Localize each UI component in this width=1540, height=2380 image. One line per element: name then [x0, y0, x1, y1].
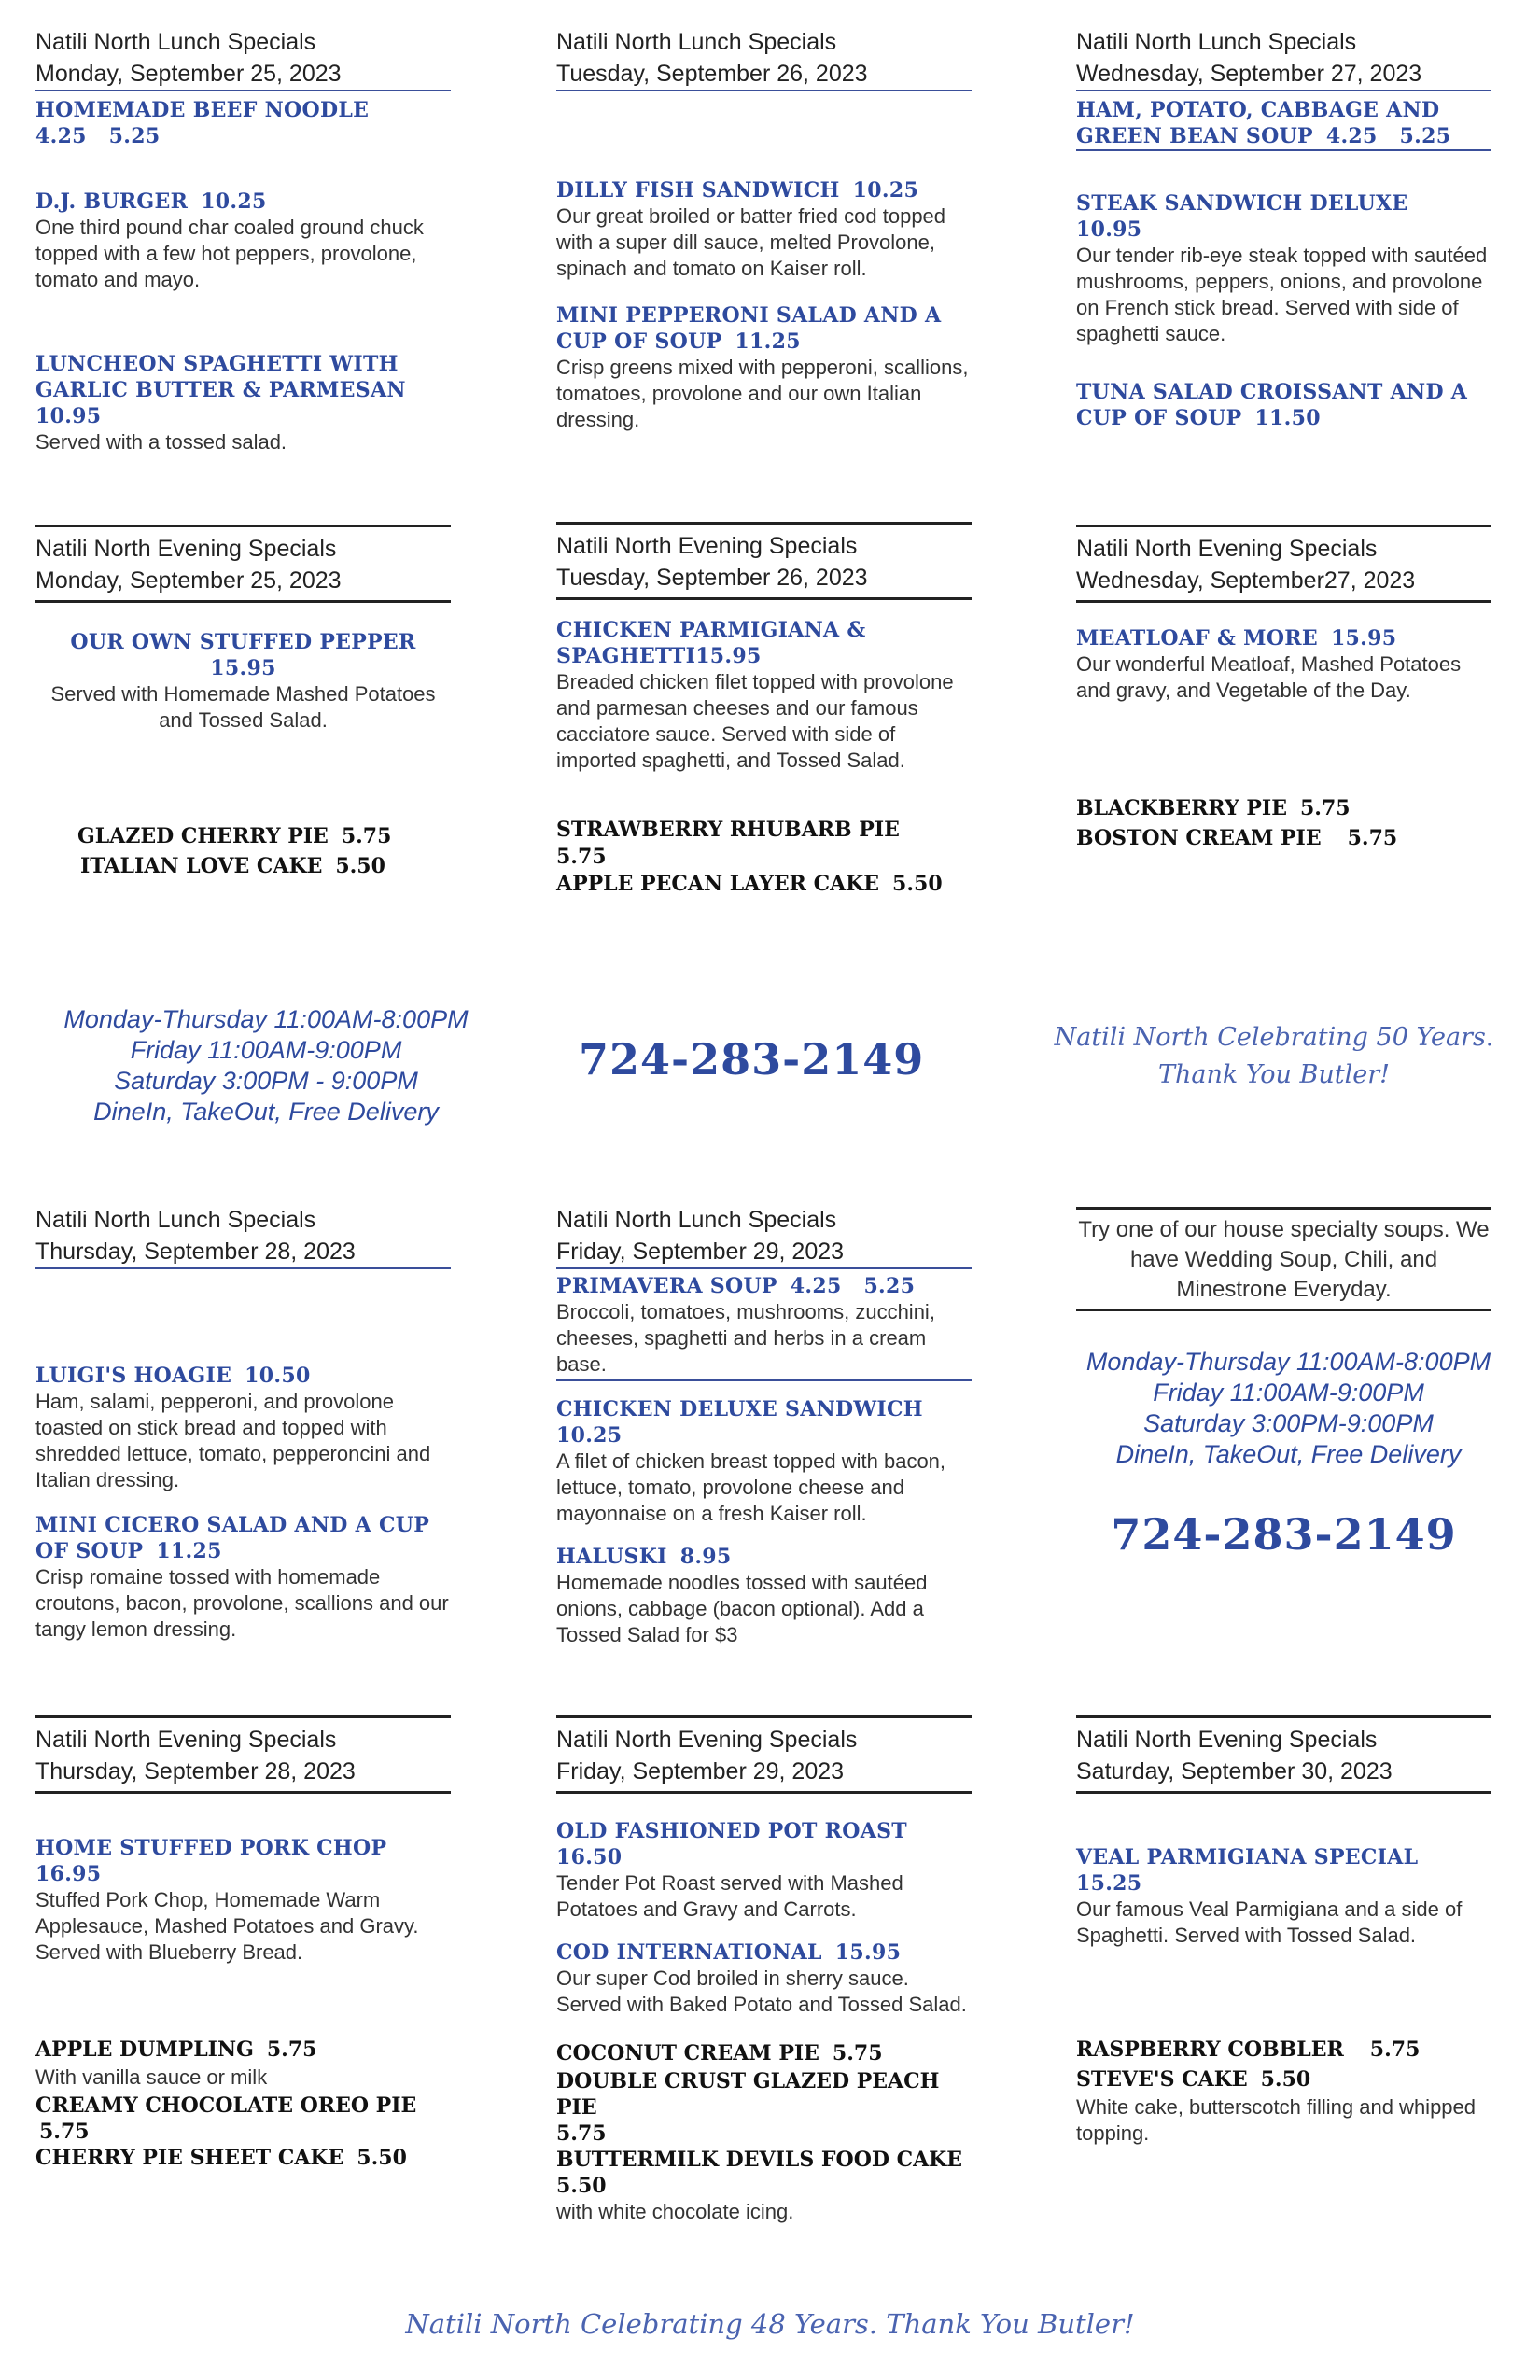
- menu-item-price: 15.25: [1076, 1871, 1142, 1896]
- tue-lunch-header: [556, 26, 972, 91]
- soup-name: PRIMAVERA SOUP 4.25 5.25: [556, 1274, 916, 1298]
- celebration-line: Thank You Butler!: [1158, 1060, 1390, 1089]
- menu-item-desc: Our super Cod broiled in sherry sauce. Served with Baked Potato and Tossed Salad.: [556, 1967, 967, 2016]
- house-soups-section: [1076, 1207, 1491, 1560]
- menu-item-desc: Our great broiled or batter fried cod topped with a super dill sauce, melted Provolone, spinach and tomato on Kaiser roll.: [556, 204, 946, 280]
- section-title: Natili North Lunch Specials: [35, 1207, 316, 1233]
- dessert-item: APPLE PECAN LAYER CAKE 5.50: [556, 872, 943, 896]
- section-date: Friday, September 29, 2023: [556, 1758, 845, 1785]
- fri-lunch-section: [556, 1204, 972, 1648]
- menu-item-desc: Our famous Veal Parmigiana and a side of Spaghetti. Served with Tossed Salad.: [1076, 1897, 1463, 1947]
- section-title: Natili North Lunch Specials: [556, 1207, 837, 1233]
- menu-item-desc: A filet of chicken breast topped with bacon, lettuce, tomato, provolone cheese and mayonnaise on a fresh Kaiser roll.: [556, 1449, 946, 1525]
- phone-number[interactable]: 724-283-2149: [579, 1034, 925, 1085]
- section-date: Thursday, September 28, 2023: [35, 1758, 356, 1785]
- menu-item-name: OUR OWN STUFFED PEPPER: [70, 630, 416, 654]
- thu-lunch-section: [35, 1204, 451, 1643]
- dessert-item: STEVE'S CAKE 5.50: [1076, 2067, 1311, 2092]
- menu-item-name: HOME STUFFED PORK CHOP: [35, 1836, 387, 1860]
- mon-evening-section: [35, 525, 451, 881]
- tue-evening-header: [556, 522, 972, 600]
- section-title: Natili North Lunch Specials: [35, 29, 316, 55]
- fri-evening-header: [556, 1715, 972, 1794]
- menu-item-desc: Served with a tossed salad.: [35, 430, 287, 454]
- menu-item-name: TUNA SALAD CROISSANT AND A CUP OF SOUP 11.50: [1076, 380, 1468, 430]
- dessert-item: CHERRY PIE SHEET CAKE 5.50: [35, 2146, 407, 2170]
- menu-item-desc: Served with Homemade Mashed Potatoes and Tossed Salad.: [50, 682, 436, 732]
- menu-item-price: 10.95: [1076, 217, 1142, 242]
- menu-item-name: MINI CICERO SALAD AND A CUP OF SOUP 11.25: [35, 1513, 430, 1563]
- soup-block: [1076, 97, 1491, 151]
- section-date: Monday, September 25, 2023: [35, 567, 342, 594]
- menu-item-desc: Our tender rib-eye steak topped with sautéed mushrooms, peppers, onions, and provolone on French stick bread. Served with side of spaghetti sauce.: [1076, 244, 1488, 345]
- thu-lunch-header: [35, 1204, 451, 1269]
- wed-lunch-header: [1076, 26, 1491, 91]
- tue-lunch-section: [556, 26, 972, 433]
- fri-evening-section: [556, 1715, 972, 2225]
- hours-block: [28, 1004, 504, 1127]
- menu-item-price: 10.25: [556, 1423, 623, 1448]
- section-date: Tuesday, September 26, 2023: [556, 61, 868, 87]
- hours-line: Friday 11:00AM-9:00PM: [1153, 1379, 1424, 1407]
- menu-item-desc: Crisp romaine tossed with homemade croutons, bacon, provolone, scallions and our tangy lemon dressing.: [35, 1565, 449, 1641]
- section-title: Natili North Evening Specials: [556, 533, 858, 559]
- celebration-line: Natili North Celebrating 50 Years.: [1054, 1023, 1494, 1052]
- menu-item-name: MINI PEPPERONI SALAD AND A CUP OF SOUP 11.25: [556, 303, 942, 354]
- dessert-item: GLAZED CHERRY PIE 5.75: [77, 824, 392, 848]
- section-date: Wednesday, September27, 2023: [1076, 567, 1416, 594]
- soup-name: HAM, POTATO, CABBAGE AND GREEN BEAN SOUP 4.25 5.25: [1076, 98, 1451, 148]
- soup-prices: 4.25 5.25: [35, 124, 161, 148]
- menu-item-name: VEAL PARMIGIANA SPECIAL: [1076, 1845, 1419, 1869]
- soup-desc: Broccoli, tomatoes, mushrooms, zucchini, cheeses, spaghetti and herbs in a cream base.: [556, 1300, 935, 1376]
- dessert-price: 5.50: [556, 2174, 607, 2198]
- menu-item-name: STEAK SANDWICH DELUXE: [1076, 191, 1408, 216]
- menu-item-name: HALUSKI 8.95: [556, 1545, 732, 1569]
- hours-line: DineIn, TakeOut, Free Delivery: [93, 1098, 439, 1126]
- dessert-item: RASPBERRY COBBLER 5.75: [1076, 2037, 1421, 2062]
- menu-item-desc: One third pound char coaled ground chuck topped with a few hot peppers, provolone, tomato and mayo.: [35, 216, 424, 291]
- menu-item-name: LUNCHEON SPAGHETTI WITH GARLIC BUTTER & PARMESAN: [35, 352, 406, 402]
- thu-evening-header: [35, 1715, 451, 1794]
- dessert-item: APPLE DUMPLING 5.75: [35, 2037, 317, 2062]
- footer-celebration: Natili North Celebrating 48 Years. Thank You Butler!: [405, 2308, 1135, 2340]
- sat-evening-header: [1076, 1715, 1491, 1794]
- dessert-item: BOSTON CREAM PIE 5.75: [1076, 826, 1398, 850]
- mon-evening-header: [35, 525, 451, 603]
- section-date: Tuesday, September 26, 2023: [556, 565, 868, 591]
- hours-line: Saturday 3:00PM-9:00PM: [1143, 1409, 1434, 1437]
- evening-special: [35, 629, 451, 734]
- phone-number[interactable]: 724-283-2149: [1111, 1509, 1457, 1560]
- dessert-item: STRAWBERRY RHUBARB PIE: [556, 818, 900, 842]
- mon-lunch-header: [35, 26, 451, 91]
- hours-line: Monday-Thursday 11:00AM-8:00PM: [1085, 1348, 1491, 1376]
- dessert-note: White cake, butterscotch filling and whipped topping.: [1076, 2095, 1477, 2145]
- menu-item-desc: Homemade noodles tossed with sautéed onions, cabbage (bacon optional). Add a Tossed Salad for $3: [556, 1571, 928, 1646]
- dessert-item: COCONUT CREAM PIE 5.75: [556, 2041, 883, 2065]
- dessert-price: 5.75: [556, 845, 607, 869]
- menu-item-desc: Breaded chicken filet topped with provolone and parmesan cheeses and our famous cacciatore sauce. Served with side of imported spaghetti, and Tossed Salad.: [556, 670, 954, 772]
- section-title: Natili North Evening Specials: [1076, 536, 1378, 562]
- dessert-list: [35, 821, 451, 881]
- menu-item-price: 16.95: [35, 1862, 102, 1886]
- hours-line: Friday 11:00AM-9:00PM: [130, 1036, 402, 1064]
- wed-evening-header: [1076, 525, 1491, 603]
- celebration-note: [1031, 1019, 1517, 1094]
- menu-item-name: LUIGI'S HOAGIE 10.50: [35, 1364, 311, 1388]
- wed-evening-section: [1076, 525, 1491, 853]
- hours-block: [1057, 1347, 1519, 1470]
- soup-name: HOMEMADE BEEF NOODLE: [35, 98, 370, 122]
- wed-lunch-section: [1076, 26, 1491, 431]
- dessert-price: 5.75: [556, 2121, 607, 2146]
- section-title: Natili North Evening Specials: [556, 1727, 858, 1753]
- menu-item-name: MEATLOAF & MORE 15.95: [1076, 626, 1397, 651]
- menu-item-name: CHICKEN DELUXE SANDWICH: [556, 1397, 923, 1421]
- section-date: Monday, September 25, 2023: [35, 61, 342, 87]
- menu-item-price: 16.50: [556, 1845, 623, 1869]
- dessert-item: ITALIAN LOVE CAKE 5.50: [80, 854, 385, 878]
- menu-item-price: 15.95: [210, 656, 276, 680]
- tue-evening-section: [556, 522, 972, 899]
- section-title: Natili North Evening Specials: [35, 536, 337, 562]
- dessert-price: 5.75: [39, 2120, 90, 2144]
- house-soups-note: Try one of our house specialty soups. We have Wedding Soup, Chili, and Minestrone Everyday.: [1076, 1207, 1491, 1311]
- menu-item-name: D.J. BURGER 10.25: [35, 189, 267, 214]
- hours-line: DineIn, TakeOut, Free Delivery: [1115, 1440, 1462, 1468]
- dessert-item: BUTTERMILK DEVILS FOOD CAKE: [556, 2148, 963, 2172]
- thu-evening-section: [35, 1715, 451, 2173]
- dessert-note: with white chocolate icing.: [556, 2200, 794, 2223]
- menu-item-price: 10.95: [35, 404, 102, 428]
- menu-item-desc: Stuffed Pork Chop, Homemade Warm Applesauce, Mashed Potatoes and Gravy. Served with Blueberry Bread.: [35, 1888, 419, 1964]
- sat-evening-section: [1076, 1715, 1491, 2147]
- menu-item-name: COD INTERNATIONAL 15.95: [556, 1940, 902, 1965]
- section-date: Friday, September 29, 2023: [556, 1239, 845, 1265]
- section-title: Natili North Evening Specials: [35, 1727, 337, 1753]
- dessert-item: DOUBLE CRUST GLAZED PEACH PIE: [556, 2069, 940, 2120]
- section-title: Natili North Lunch Specials: [556, 29, 837, 55]
- fri-lunch-header: [556, 1204, 972, 1269]
- soup-block: [556, 1273, 972, 1381]
- section-date: Saturday, September 30, 2023: [1076, 1758, 1393, 1785]
- dessert-note: With vanilla sauce or milk: [35, 2065, 268, 2089]
- section-date: Thursday, September 28, 2023: [35, 1239, 356, 1265]
- menu-item-desc: Crisp greens mixed with pepperoni, scallions, tomatoes, provolone and our own Italian dressing.: [556, 356, 969, 431]
- menu-item-name: DILLY FISH SANDWICH 10.25: [556, 178, 919, 203]
- menu-item-price: 15.95: [695, 644, 762, 668]
- hours-line: Saturday 3:00PM - 9:00PM: [114, 1067, 418, 1095]
- menu-item-desc: Ham, salami, pepperoni, and provolone toasted on stick bread and topped with shredded lettuce, tomato, pepperoncini and Italian dressing.: [35, 1390, 431, 1491]
- menu-item-desc: Our wonderful Meatloaf, Mashed Potatoes and gravy, and Vegetable of the Day.: [1076, 652, 1462, 702]
- section-title: Natili North Lunch Specials: [1076, 29, 1357, 55]
- section-date: Wednesday, September 27, 2023: [1076, 61, 1422, 87]
- menu-item-name: OLD FASHIONED POT ROAST: [556, 1819, 907, 1843]
- section-title: Natili North Evening Specials: [1076, 1727, 1378, 1753]
- dessert-item: BLACKBERRY PIE 5.75: [1076, 796, 1351, 820]
- hours-line: Monday-Thursday 11:00AM-8:00PM: [63, 1005, 469, 1033]
- dessert-item: CREAMY CHOCOLATE OREO PIE: [35, 2093, 417, 2118]
- menu-item-desc: Tender Pot Roast served with Mashed Potatoes and Gravy and Carrots.: [556, 1871, 903, 1921]
- menu-item-name: CHICKEN PARMIGIANA & SPAGHETTI: [556, 618, 866, 668]
- mon-lunch-section: [35, 26, 451, 455]
